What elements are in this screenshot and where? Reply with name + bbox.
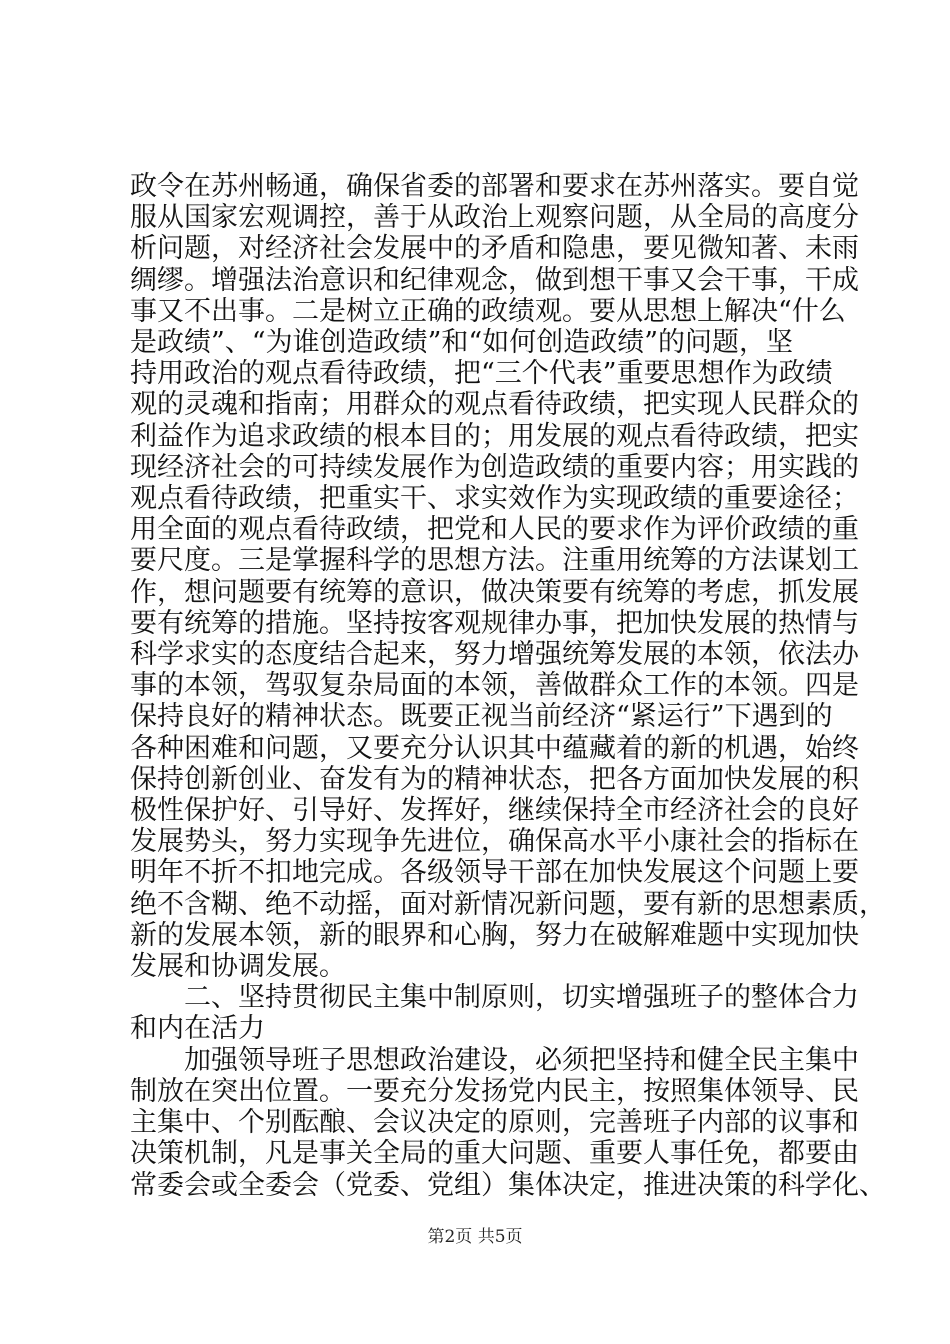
text-line: 明年不折不扣地完成。各级领导干部在加快发展这个问题上要 [130, 857, 859, 889]
text-line: 发展势头，努力实现争先进位，确保高水平小康社会的指标在 [130, 826, 859, 858]
text-line: 用全面的观点看待政绩，把党和人民的要求作为评价政绩的重 [130, 514, 859, 546]
text-line: 要尺度。三是掌握科学的思想方法。注重用统筹的方法谋划工 [130, 545, 859, 577]
text-line: 保持良好的精神状态。既要正视当前经济“紧运行”下遇到的 [130, 701, 833, 733]
text-line: 服从国家宏观调控，善于从政治上观察问题，从全局的高度分 [130, 202, 859, 234]
text-line: 科学求实的态度结合起来，努力增强统筹发展的本领，依法办 [130, 639, 859, 671]
text-line: 持用政治的观点看待政绩，把“三个代表”重要思想作为政绩 [130, 358, 833, 390]
text-line: 绝不含糊、绝不动摇，面对新情况新问题，要有新的思想素质， [130, 888, 886, 920]
text-line: 主集中、个别酝酿、会议决定的原则，完善班子内部的议事和 [130, 1107, 859, 1139]
text-line: 保持创新创业、奋发有为的精神状态，把各方面加快发展的积 [130, 763, 859, 795]
section-heading: 二、坚持贯彻民主集中制原则，切实增强班子的整体合力 [184, 982, 859, 1014]
text-line: 观点看待政绩，把重实干、求实效作为实现政绩的重要途径； [130, 483, 859, 515]
text-line: 极性保护好、引导好、发挥好，继续保持全市经济社会的良好 [130, 795, 859, 827]
text-line: 决策机制，凡是事关全局的重大问题、重要人事任免，都要由 [130, 1138, 859, 1170]
page-number-footer: 第2页 共5页 [427, 1227, 523, 1247]
text-line: 发展和协调发展。 [130, 951, 346, 983]
text-line: 要有统筹的措施。坚持按客观规律办事，把加快发展的热情与 [130, 607, 859, 639]
text-line: 加强领导班子思想政治建设，必须把坚持和健全民主集中 [184, 1044, 859, 1076]
text-line: 事的本领，驾驭复杂局面的本领，善做群众工作的本领。四是 [130, 670, 859, 702]
text-line: 观的灵魂和指南；用群众的观点看待政绩，把实现人民群众的 [130, 389, 859, 421]
section-heading-continuation: 和内在活力 [130, 1013, 265, 1045]
text-line: 各种困难和问题，又要充分认识其中蕴藏着的新的机遇，始终 [130, 732, 859, 764]
text-line: 析问题，对经济社会发展中的矛盾和隐患，要见微知著、未雨 [130, 233, 859, 265]
document-body [130, 171, 886, 1201]
text-line: 绸缪。增强法治意识和纪律观念，做到想干事又会干事，干成 [130, 264, 859, 296]
text-line: 常委会或全委会（党委、党组）集体决定，推进决策的科学化、 [130, 1169, 886, 1201]
text-line: 利益作为追求政绩的根本目的；用发展的观点看待政绩，把实 [130, 420, 859, 452]
text-line: 是政绩”、“为谁创造政绩”和“如何创造政绩”的问题，坚 [130, 327, 794, 359]
text-line: 事又不出事。二是树立正确的政绩观。要从思想上解决“什么 [130, 295, 846, 327]
text-line: 新的发展本领，新的眼界和心胸，努力在破解难题中实现加快 [130, 919, 859, 951]
text-line: 政令在苏州畅通，确保省委的部署和要求在苏州落实。要自觉 [130, 171, 859, 202]
text-line: 现经济社会的可持续发展作为创造政绩的重要内容；用实践的 [130, 451, 859, 483]
text-line: 制放在突出位置。一要充分发扬党内民主，按照集体领导、民 [130, 1075, 859, 1107]
text-line: 作，想问题要有统筹的意识，做决策要有统筹的考虑，抓发展 [130, 576, 859, 608]
